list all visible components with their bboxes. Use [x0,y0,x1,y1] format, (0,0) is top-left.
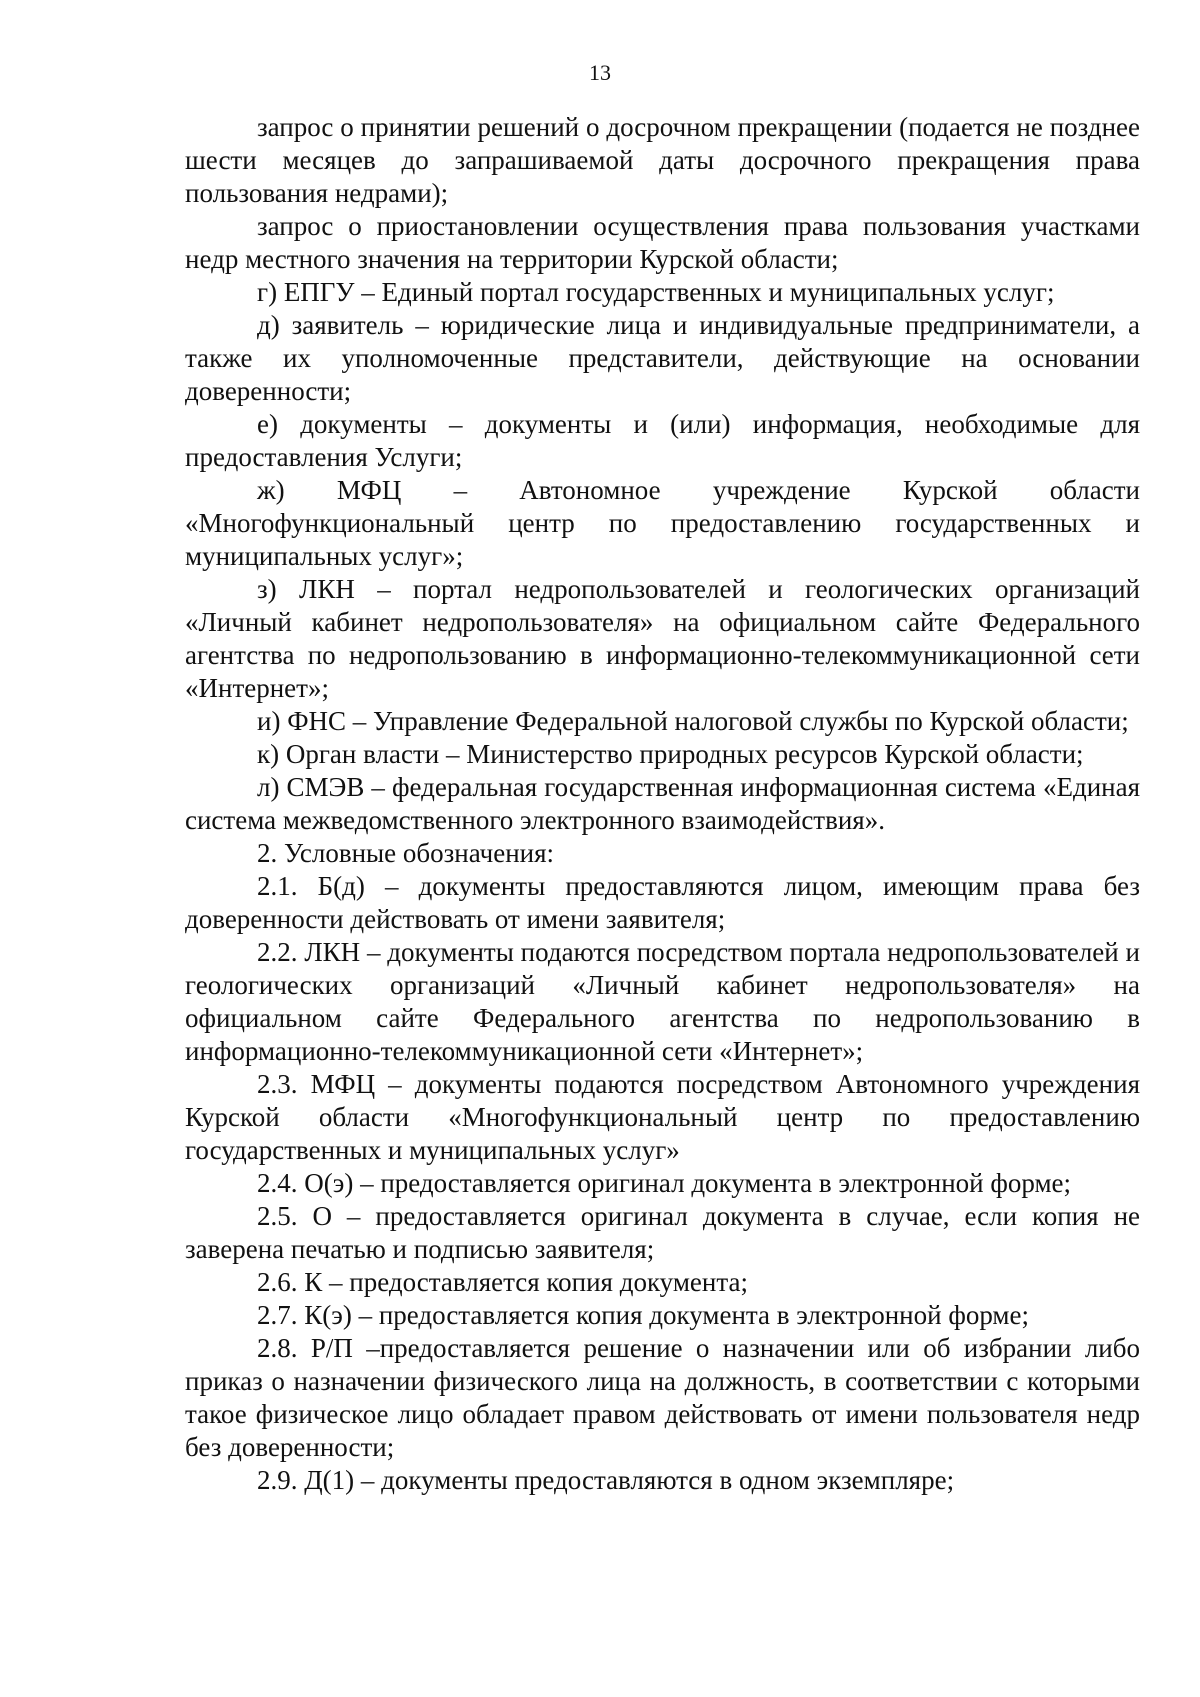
convention-2-1: 2.1. Б(д) – документы предоставляются лицом, имеющим права без доверенности действовать от имени заявителя; [185,871,1140,934]
definition-epgu: г) ЕПГУ – Единый портал государственных и муниципальных услуг; [257,277,1055,307]
definition-smev: л) СМЭВ – федеральная государственная информационная система «Единая система межведомственного электронного взаимодействия». [185,772,1140,835]
convention-2-4: 2.4. О(э) – предоставляется оригинал документа в электронной форме; [257,1168,1072,1198]
definition-lkn: з) ЛКН – портал недропользователей и геологических организаций «Личный кабинет недропользователя» на официальном сайте Федерального агентства по недропользованию в информационно-телекоммуникационной сети «Интернет»; [185,574,1140,703]
document-body [185,111,1140,1497]
convention-2-8: 2.8. Р/П –предоставляется решение о назначении или об избрании либо приказ о назначении физического лица на должность, в соответствии с которыми такое физическое лицо обладает правом действовать от имени пользователя недр без доверенности; [185,1333,1140,1462]
convention-2-6: 2.6. К – предоставляется копия документа; [257,1267,748,1297]
paragraph-request-suspension: запрос о приостановлении осуществления права пользования участками недр местного значения на территории Курской области; [185,211,1140,274]
convention-2-2: 2.2. ЛКН – документы подаются посредством портала недропользователей и геологических организаций «Личный кабинет недропользователя» на официальном сайте Федерального агентства по недропользованию в информационно-телекоммуникационной сети «Интернет»; [185,937,1140,1066]
convention-2-5: 2.5. О – предоставляется оригинал документа в случае, если копия не заверена печатью и подписью заявителя; [185,1201,1140,1264]
page-number: 13 [589,60,611,85]
convention-2-7: 2.7. К(э) – предоставляется копия документа в электронной форме; [257,1300,1029,1330]
paragraph-request-early-termination: запрос о принятии решений о досрочном прекращении (подается не позднее шести месяцев до запрашиваемой даты досрочного прекращения права пользования недрами); [185,112,1140,208]
section-heading-conventions: 2. Условные обозначения: [257,838,555,868]
definition-applicant: д) заявитель – юридические лица и индивидуальные предприниматели, а также их уполномоченные представители, действующие на основании доверенности; [185,310,1140,406]
definition-documents: е) документы – документы и (или) информация, необходимые для предоставления Услуги; [185,409,1140,472]
convention-2-3: 2.3. МФЦ – документы подаются посредством Автономного учреждения Курской области «Многофункциональный центр по предоставлению государственных и муниципальных услуг» [185,1069,1140,1165]
definition-authority: к) Орган власти – Министерство природных ресурсов Курской области; [257,739,1084,769]
definition-fns: и) ФНС – Управление Федеральной налоговой службы по Курской области; [257,706,1129,736]
convention-2-9: 2.9. Д(1) – документы предоставляются в одном экземпляре; [257,1465,955,1495]
definition-mfc: ж) МФЦ – Автономное учреждение Курской области «Многофункциональный центр по предоставлению государственных и муниципальных услуг»; [185,475,1140,571]
